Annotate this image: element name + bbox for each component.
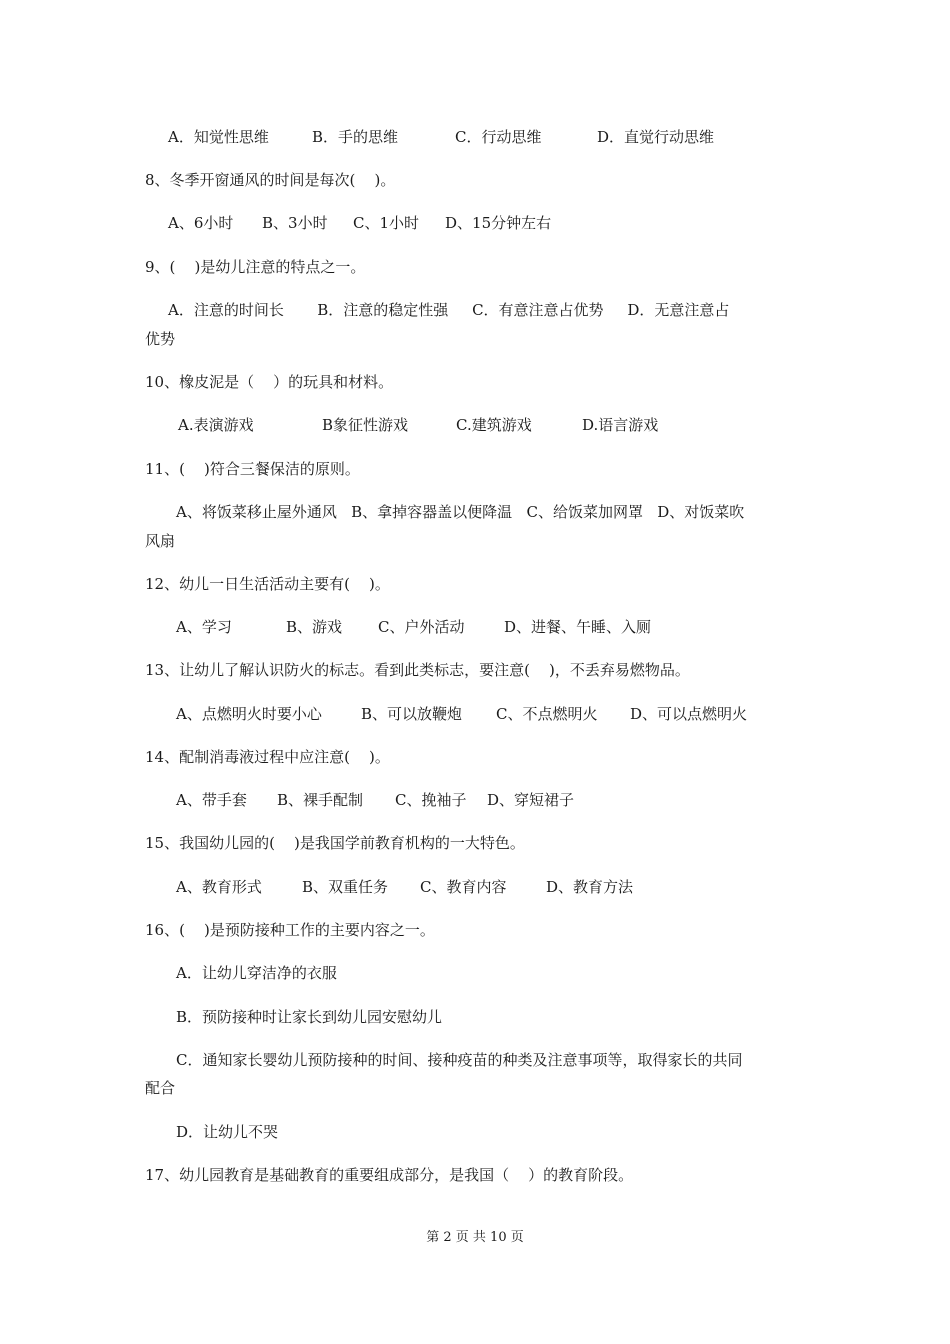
q8-options — [0, 213, 950, 233]
q7-options — [0, 127, 950, 147]
q11-stem: 11、( )符合三餐保洁的原则。 — [145, 460, 360, 478]
q14-option-a: A、带手套 — [176, 791, 247, 809]
q17-stem: 17、幼儿园教育是基础教育的重要组成部分，是我国（ ）的教育阶段。 — [145, 1166, 634, 1184]
q8-option-a: A、6小时 — [168, 214, 234, 232]
q8-option-b: B、3小时 — [262, 214, 328, 232]
q16-option-a: A．让幼儿穿洁净的衣服 — [176, 964, 337, 982]
q16-option-c-wrap: 配合 — [145, 1079, 176, 1097]
q11-options-wrap: 风扇 — [145, 532, 176, 550]
q15-stem: 15、我国幼儿园的( )是我国学前教育机构的一大特色。 — [145, 834, 525, 852]
q15-option-d: D、教育方法 — [546, 878, 634, 896]
q10-option-b: B象征性游戏 — [322, 416, 409, 434]
q14-option-b: B、裸手配制 — [277, 791, 364, 809]
q10-option-a: A.表演游戏 — [178, 416, 254, 434]
q10-stem: 10、橡皮泥是（ ）的玩具和材料。 — [145, 373, 394, 391]
q8-stem: 8、冬季开窗通风的时间是每次( )。 — [145, 171, 396, 189]
q16-option-c: C．通知家长婴幼儿预防接种的时间、接种疫苗的种类及注意事项等，取得家长的共同 — [176, 1051, 743, 1069]
q12-option-c: C、户外活动 — [378, 618, 465, 636]
q13-option-b: B、可以放鞭炮 — [361, 705, 463, 723]
q16-stem: 16、( )是预防接种工作的主要内容之一。 — [145, 921, 435, 939]
q12-options — [0, 617, 950, 637]
q14-options — [0, 790, 950, 810]
q13-option-a: A、点燃明火时要小心 — [176, 705, 322, 723]
q7-option-c: C．行动思维 — [455, 128, 542, 146]
q9-options: A．注意的时间长 B．注意的稳定性强 C．有意注意占优势 D．无意注意占 — [168, 301, 730, 319]
q13-stem: 13、让幼儿了解认识防火的标志。看到此类标志，要注意( )，不丢弃易燃物品。 — [145, 661, 690, 679]
q12-stem: 12、幼儿一日生活活动主要有( )。 — [145, 575, 390, 593]
q14-option-c: C、挽袖子 — [395, 791, 467, 809]
q15-options — [0, 877, 950, 897]
page-number: 第 2 页 共 10 页 — [426, 1230, 524, 1245]
q12-option-d: D、进餐、午睡、入厕 — [504, 618, 652, 636]
q16-option-d: D．让幼儿不哭 — [176, 1123, 279, 1141]
q12-option-a: A、学习 — [176, 618, 232, 636]
q8-option-d: D、15分钟左右 — [445, 214, 552, 232]
q11-options: A、将饭菜移止屋外通风 B、拿掉容器盖以便降温 C、给饭菜加网罩 D、对饭菜吹 — [176, 503, 745, 521]
q9-stem: 9、( )是幼儿注意的特点之一。 — [145, 258, 366, 276]
q16-option-b: B．预防接种时让家长到幼儿园安慰幼儿 — [176, 1008, 443, 1026]
q13-option-c: C、不点燃明火 — [496, 705, 598, 723]
q13-options — [0, 704, 950, 724]
q15-option-c: C、教育内容 — [420, 878, 507, 896]
q8-option-c: C、1小时 — [353, 214, 420, 232]
q10-option-d: D.语言游戏 — [582, 416, 659, 434]
q13-option-d: D、可以点燃明火 — [630, 705, 748, 723]
q7-option-b: B．手的思维 — [312, 128, 399, 146]
q7-option-d: D．直觉行动思维 — [597, 128, 715, 146]
q7-option-a: A．知觉性思维 — [168, 128, 269, 146]
q10-options — [0, 415, 950, 435]
q14-stem: 14、配制消毒液过程中应注意( )。 — [145, 748, 390, 766]
q15-option-a: A、教育形式 — [176, 878, 262, 896]
q15-option-b: B、双重任务 — [302, 878, 389, 896]
q14-option-d: D、穿短裙子 — [487, 791, 575, 809]
q12-option-b: B、游戏 — [286, 618, 343, 636]
q10-option-c: C.建筑游戏 — [456, 416, 532, 434]
q9-options-wrap: 优势 — [145, 330, 176, 348]
